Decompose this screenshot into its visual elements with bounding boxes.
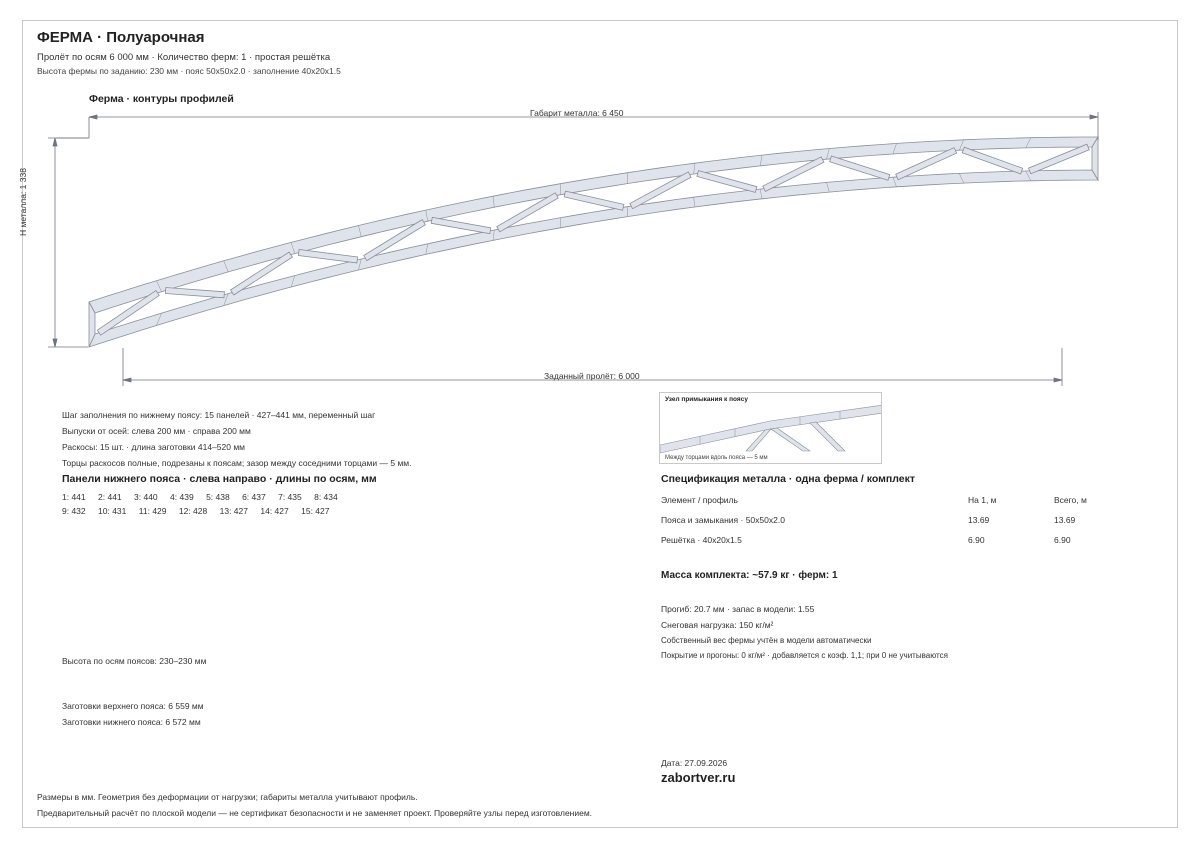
panel-length: 6: 437 bbox=[242, 492, 266, 502]
footer-note-dimensions: Размеры в мм. Геометрия без деформации от нагрузки; габариты металла учитывают профиль. bbox=[37, 792, 418, 802]
footer-note-disclaimer: Предварительный расчёт по плоской модели — не сертификат безопасности и не заменяет проект. Проверяйте узлы перед изготовлением. bbox=[37, 808, 593, 818]
table-row bbox=[661, 510, 1114, 530]
spec-cell: Решётка · 40x20x1.5 bbox=[661, 535, 742, 545]
panel-length: 2: 441 bbox=[98, 492, 122, 502]
footer-date: Дата: 27.09.2026 bbox=[661, 758, 728, 768]
node-detail-drawing bbox=[660, 393, 882, 464]
note-braces: Раскосы: 15 шт. · длина заготовки 414–520 мм bbox=[62, 442, 246, 452]
web-diagonal bbox=[298, 250, 357, 263]
truss-geometry bbox=[89, 137, 1098, 347]
web-diagonal bbox=[431, 217, 491, 233]
panel-length: 11: 429 bbox=[138, 506, 167, 516]
brand-name[interactable]: zabortver.ru bbox=[661, 770, 736, 785]
spec-header-element: Элемент / профиль bbox=[661, 495, 738, 505]
spec-cell: 6.90 bbox=[1054, 535, 1071, 545]
panels-row-1 bbox=[62, 492, 338, 502]
overall-dimension-label: Габарит металла: 6 450 bbox=[530, 108, 624, 118]
web-diagonal bbox=[165, 288, 224, 298]
height-dimension bbox=[48, 138, 88, 347]
panel-length: 13: 427 bbox=[219, 506, 248, 516]
note-brace-ends: Торцы раскосов полные, подрезаны к поясам; зазор между соседними торцами — 5 мм. bbox=[62, 458, 412, 468]
page-title: ФЕРМА · Полуарочная bbox=[37, 29, 205, 46]
table-row bbox=[661, 530, 1114, 550]
subtitle-span: Пролёт по осям 6 000 мм · Количество ферм: 1 · простая решётка bbox=[37, 52, 331, 63]
web-diagonal bbox=[830, 156, 890, 180]
note-overhangs: Выпуски от осей: слева 200 мм · справа 200 мм bbox=[62, 426, 251, 436]
panel-length: 3: 440 bbox=[134, 492, 158, 502]
height-dimension-label: H металла: 1 338 bbox=[18, 168, 28, 236]
drawing-caption: Ферма · контуры профилей bbox=[89, 93, 234, 105]
spec-header-per-one: На 1, м bbox=[968, 495, 997, 505]
inset-caption: Между торцами вдоль пояса — 5 мм bbox=[665, 455, 768, 461]
panel-length: 14: 427 bbox=[260, 506, 289, 516]
panel-length: 10: 431 bbox=[98, 506, 127, 516]
inset-diagonal bbox=[771, 428, 810, 451]
panels-title: Панели нижнего пояса · слева направо · длины по осям, мм bbox=[62, 473, 377, 485]
spec-header-row bbox=[661, 490, 1114, 510]
note-fill-step: Шаг заполнения по нижнему поясу: 15 панелей · 427–441 мм, переменный шаг bbox=[62, 410, 376, 420]
panel-length: 5: 438 bbox=[206, 492, 230, 502]
node-detail-inset bbox=[659, 392, 882, 464]
web-diagonal bbox=[962, 147, 1022, 174]
load-covering: Покрытие и прогоны: 0 кг/м² · добавляется с коэф. 1,1; при 0 не учитываются bbox=[661, 651, 948, 660]
spec-cell: 13.69 bbox=[1054, 515, 1076, 525]
subtitle-profiles: Высота фермы по заданию: 230 мм · пояс 50x50x2.0 · заполнение 40x20x1.5 bbox=[37, 66, 341, 76]
web-diagonal bbox=[564, 191, 624, 210]
spec-title: Спецификация металла · одна ферма / комплект bbox=[661, 473, 916, 485]
note-top-blanks: Заготовки верхнего пояса: 6 559 мм bbox=[62, 701, 204, 711]
panel-length: 12: 428 bbox=[178, 506, 208, 516]
inset-diagonal bbox=[810, 422, 845, 451]
panel-length: 7: 435 bbox=[278, 492, 302, 502]
web-diagonal bbox=[1029, 144, 1090, 174]
load-snow: Снеговая нагрузка: 150 кг/м² bbox=[661, 620, 774, 630]
panels-row-2 bbox=[62, 506, 330, 516]
panel-length: 9: 432 bbox=[62, 506, 86, 516]
spec-cell: 6.90 bbox=[968, 535, 985, 545]
web-diagonal bbox=[697, 171, 757, 193]
panel-length: 1: 441 bbox=[62, 492, 86, 502]
panel-length: 15: 427 bbox=[301, 506, 330, 516]
inset-title: Узел примыкания к поясу bbox=[665, 396, 748, 403]
panel-length: 8: 434 bbox=[314, 492, 338, 502]
spec-mass: Масса комплекта: ~57.9 кг · ферм: 1 bbox=[661, 570, 838, 581]
span-dimension-label: Заданный пролёт: 6 000 bbox=[544, 371, 640, 381]
spec-cell: 13.69 bbox=[968, 515, 990, 525]
load-deflection: Прогиб: 20.7 мм · запас в модели: 1.55 bbox=[661, 604, 815, 614]
note-height-axes: Высота по осям поясов: 230–230 мм bbox=[62, 656, 207, 666]
note-bottom-blanks: Заготовки нижнего пояса: 6 572 мм bbox=[62, 717, 201, 727]
panel-length: 4: 439 bbox=[170, 492, 194, 502]
spec-table bbox=[661, 490, 1114, 550]
spec-header-total: Всего, м bbox=[1054, 495, 1087, 505]
spec-cell: Пояса и замыкания · 50x50x2.0 bbox=[661, 515, 785, 525]
load-selfweight: Собственный вес фермы учтён в модели автоматически bbox=[661, 636, 872, 645]
